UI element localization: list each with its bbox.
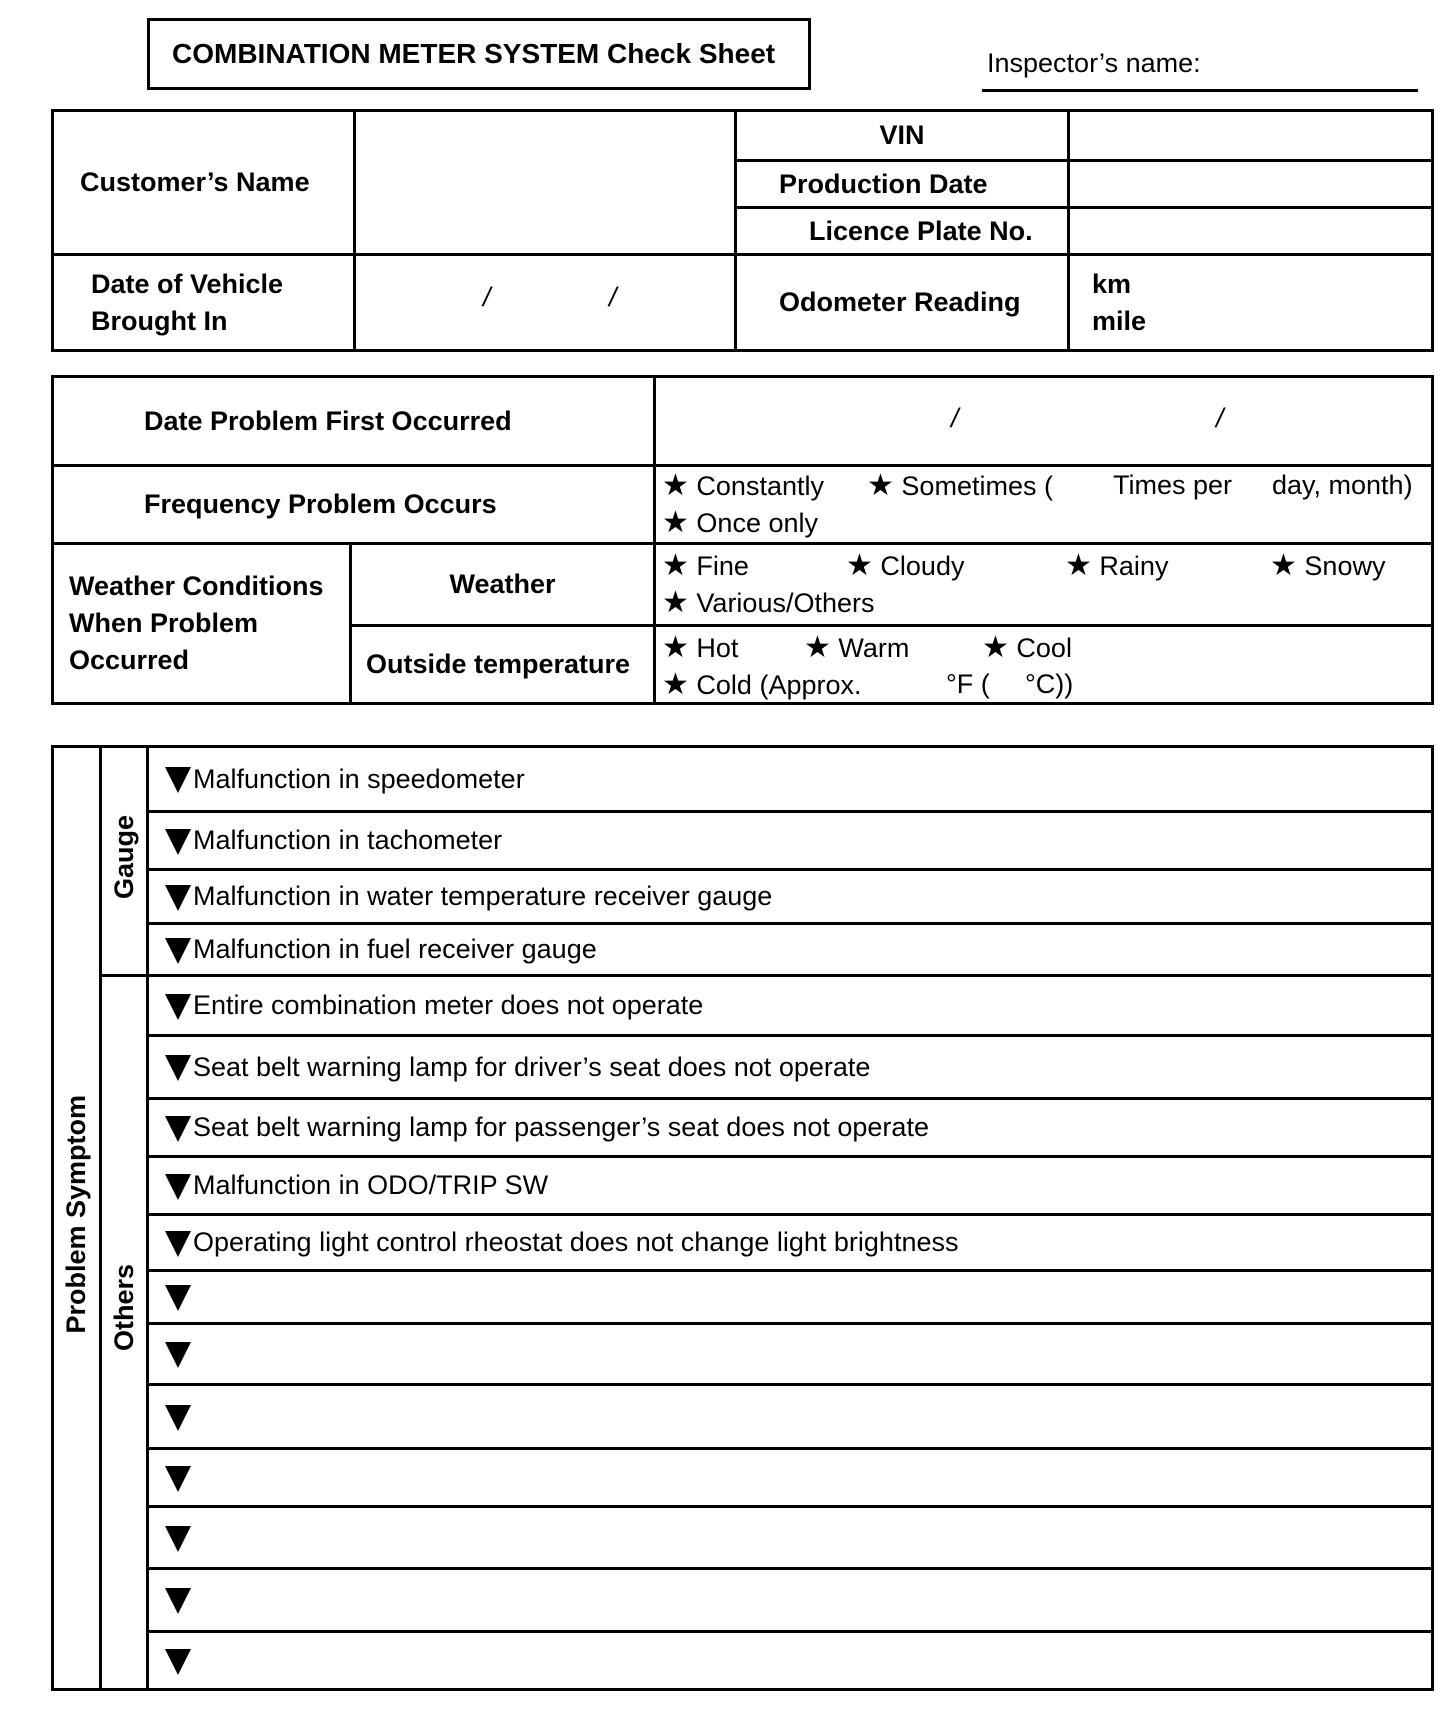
customers-name-field[interactable] <box>355 111 736 255</box>
symptom-text: Malfunction in ODO/TRIP SW <box>193 1170 549 1200</box>
symptom-text: Entire combination meter does not operate <box>193 990 704 1020</box>
star-icon: ★ <box>867 469 894 502</box>
option-rainy[interactable] <box>1065 547 1168 585</box>
star-icon: ★ <box>982 631 1009 664</box>
triangle-down-icon <box>165 767 191 793</box>
licence-plate-label: Licence Plate No. <box>736 208 1069 255</box>
problem-symptom-section <box>53 747 101 1690</box>
weather-group-label <box>53 544 351 704</box>
triangle-down-icon <box>165 1649 191 1675</box>
deg-f-text: °F ( <box>946 669 990 699</box>
symptoms-table <box>51 745 1434 1691</box>
symptom-row[interactable] <box>148 976 1433 1036</box>
cold-text: Cold (Approx. <box>696 670 862 700</box>
odometer-label: Odometer Reading <box>736 255 1069 351</box>
option-fine[interactable] <box>662 547 749 585</box>
date-first-occurred-field[interactable] <box>655 377 1433 466</box>
once-only-text: Once only <box>696 508 818 538</box>
times-per-text: Times per <box>1113 470 1233 500</box>
inspector-name-label: Inspector’s name: <box>987 48 1201 78</box>
option-cold[interactable] <box>662 666 862 704</box>
triangle-down-icon <box>165 1405 191 1431</box>
symptom-text: Malfunction in tachometer <box>193 825 503 855</box>
triangle-down-icon <box>165 1174 191 1200</box>
star-icon: ★ <box>662 549 689 582</box>
date-separator: / <box>951 403 959 433</box>
star-icon: ★ <box>662 586 689 619</box>
option-snowy[interactable] <box>1270 547 1385 585</box>
triangle-down-icon <box>165 1466 191 1492</box>
vin-field[interactable] <box>1069 111 1433 161</box>
various-text: Various/Others <box>696 588 875 618</box>
date-separator: / <box>483 282 491 312</box>
sometimes-text: Sometimes ( <box>901 471 1053 501</box>
constantly-text: Constantly <box>696 471 824 501</box>
date-brought-in-line1: Date of Vehicle <box>91 268 284 299</box>
licence-plate-field[interactable] <box>1069 208 1433 255</box>
option-cloudy[interactable] <box>846 547 964 585</box>
triangle-down-icon <box>165 1285 191 1311</box>
temp-options <box>655 626 1433 704</box>
snowy-text: Snowy <box>1304 551 1386 581</box>
gauge-section <box>101 747 148 976</box>
symptom-text: Malfunction in water temperature receiver gauge <box>193 881 773 911</box>
day-month-text: day, month) <box>1272 470 1413 500</box>
symptom-row-blank[interactable] <box>148 1385 1433 1449</box>
star-icon: ★ <box>1270 549 1297 582</box>
symptom-row-blank[interactable] <box>148 1449 1433 1507</box>
symptom-text: Operating light control rheostat does not change light brightness <box>193 1227 959 1257</box>
cloudy-text: Cloudy <box>880 551 965 581</box>
weather-group-line1: Weather Conditions <box>69 571 324 601</box>
triangle-down-icon <box>165 1116 191 1142</box>
outside-temp-label: Outside temperature <box>351 626 655 704</box>
problem-symptom-label: Problem Symptom <box>61 1095 91 1334</box>
vehicle-info-table <box>51 109 1434 352</box>
weather-options <box>655 544 1433 626</box>
date-separator: / <box>609 282 617 312</box>
triangle-down-icon <box>165 1055 191 1081</box>
symptom-row-blank[interactable] <box>148 1271 1433 1324</box>
symptom-text: Malfunction in speedometer <box>193 763 525 794</box>
cool-text: Cool <box>1016 633 1072 663</box>
triangle-down-icon <box>165 994 191 1020</box>
symptom-row-blank[interactable] <box>148 1324 1433 1385</box>
triangle-down-icon <box>165 1526 191 1552</box>
frequency-line1 <box>662 467 1432 505</box>
unit-mile: mile <box>1092 305 1147 336</box>
symptom-row[interactable] <box>148 924 1433 976</box>
odometer-field[interactable] <box>1069 255 1433 351</box>
hot-text: Hot <box>696 633 739 663</box>
option-sometimes[interactable] <box>867 467 1053 505</box>
star-icon: ★ <box>662 469 689 502</box>
date-brought-in-field[interactable] <box>355 255 736 351</box>
triangle-down-icon <box>165 1342 191 1368</box>
others-section <box>101 976 148 1690</box>
symptom-row-blank[interactable] <box>148 1507 1433 1569</box>
option-once-only[interactable] <box>662 504 818 542</box>
option-warm[interactable] <box>804 629 909 667</box>
symptom-text: Seat belt warning lamp for passenger’s seat does not operate <box>193 1112 929 1142</box>
star-icon: ★ <box>1065 549 1092 582</box>
triangle-down-icon <box>165 885 191 911</box>
date-brought-in-line2: Brought In <box>91 305 228 336</box>
star-icon: ★ <box>662 506 689 539</box>
fine-text: Fine <box>696 551 749 581</box>
warm-text: Warm <box>838 633 910 663</box>
symptom-row-blank[interactable] <box>148 1569 1433 1632</box>
option-various[interactable] <box>662 584 875 622</box>
symptom-row[interactable] <box>148 1157 1433 1215</box>
rainy-text: Rainy <box>1099 551 1169 581</box>
production-date-field[interactable] <box>1069 161 1433 208</box>
triangle-down-icon <box>165 829 191 855</box>
gauge-label: Gauge <box>108 815 139 900</box>
inspector-name-field[interactable] <box>982 89 1418 92</box>
frequency-label: Frequency Problem Occurs <box>53 466 655 544</box>
star-icon: ★ <box>804 631 831 664</box>
customers-name-label: Customer’s Name <box>53 111 355 255</box>
deg-c-text: °C)) <box>1025 669 1074 699</box>
star-icon: ★ <box>846 549 873 582</box>
star-icon: ★ <box>662 631 689 664</box>
sheet-title: COMBINATION METER SYSTEM Check Sheet <box>147 18 811 90</box>
symptom-row[interactable] <box>148 812 1433 870</box>
date-separator: / <box>1216 403 1224 433</box>
vin-label: VIN <box>736 111 1069 161</box>
weather-label: Weather <box>351 544 655 626</box>
triangle-down-icon <box>165 938 191 964</box>
symptom-row[interactable] <box>148 747 1433 812</box>
date-brought-in-label <box>53 255 355 351</box>
triangle-down-icon <box>165 1231 191 1257</box>
symptom-row[interactable] <box>148 870 1433 924</box>
frequency-options <box>655 466 1433 544</box>
others-label: Others <box>108 1263 139 1351</box>
weather-group-line3: Occurred <box>69 645 190 675</box>
conditions-table <box>51 375 1434 705</box>
symptom-text: Malfunction in fuel receiver gauge <box>193 934 597 964</box>
option-hot[interactable] <box>662 629 738 667</box>
weather-group-line2: When Problem <box>69 608 259 638</box>
symptom-text: Seat belt warning lamp for driver’s seat does not operate <box>193 1051 871 1082</box>
triangle-down-icon <box>165 1588 191 1614</box>
symptom-row[interactable] <box>148 1215 1433 1271</box>
symptom-row[interactable] <box>148 1036 1433 1099</box>
symptom-row[interactable] <box>148 1099 1433 1157</box>
option-constantly[interactable] <box>662 471 824 501</box>
production-date-label: Production Date <box>736 161 1069 208</box>
option-cool[interactable] <box>982 629 1072 667</box>
star-icon: ★ <box>662 668 689 701</box>
date-first-occurred-label: Date Problem First Occurred <box>53 377 655 466</box>
unit-km: km <box>1092 268 1132 299</box>
symptom-row-blank[interactable] <box>148 1632 1433 1690</box>
